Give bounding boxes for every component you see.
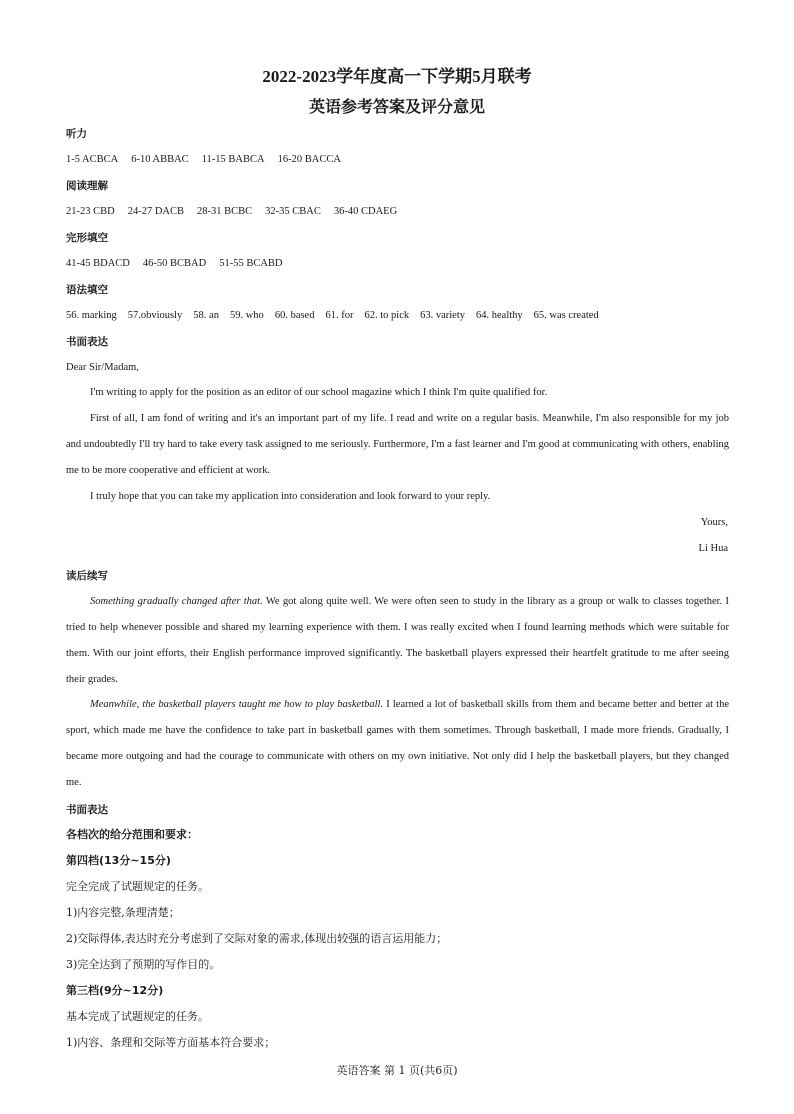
continuation-paragraph-2: [66, 692, 729, 796]
answer-item: 60. based: [274, 310, 315, 321]
answer-item: 64. healthy: [476, 310, 523, 321]
answer-group: 6-10 ABBAC: [131, 154, 189, 165]
section-heading-grammar: 语法填空: [66, 284, 108, 296]
page-subtitle: 英语参考答案及评分意见: [308, 97, 485, 116]
section-heading-writing: 书面表达: [66, 336, 108, 348]
answer-row-listening: [66, 153, 354, 167]
continuation-paragraph-1: [66, 589, 729, 693]
letter-signature: Li Hua: [698, 543, 728, 554]
section-heading-reading: 阅读理解: [66, 180, 108, 192]
answer-item: 62. to pick: [364, 310, 410, 321]
answer-item: 58. an: [193, 310, 219, 321]
letter-closing: Yours,: [700, 517, 728, 528]
answer-group: 1-5 ACBCA: [66, 154, 119, 165]
answer-group: 32-35 CBAC: [265, 206, 321, 217]
answer-item: 59. who: [229, 310, 264, 321]
letter-paragraph-1: I'm writing to apply for the position as an editor of our school magazine which I think I'm quite qualified for.: [90, 387, 548, 398]
answer-item: 65. was created: [533, 310, 599, 321]
answer-row-grammar: [66, 309, 610, 323]
answer-group: 11-15 BABCA: [201, 154, 265, 165]
answer-group: 16-20 BACCA: [277, 154, 341, 165]
answer-item: 63. variety: [420, 310, 466, 321]
answer-group: 28-31 BCBC: [197, 206, 253, 217]
answer-group: 51-55 BCABD: [219, 258, 283, 269]
answer-item: 57.obviously: [127, 310, 183, 321]
scoring-intro: 各档次的给分范围和要求：: [66, 828, 198, 841]
tier4-item: 3)完全达到了预期的写作目的。: [66, 958, 221, 971]
letter-salutation: Dear Sir/Madam,: [66, 362, 139, 373]
page-footer: 英语答案 第 1 页(共6页): [336, 1064, 458, 1077]
section-heading-cloze: 完形填空: [66, 232, 108, 244]
paragraph-body: We got along quite well. We were often seen to study in the library as a group or walk to classes together. I tried to help whenever possible and shared my learning experience with them. I was really excited when I found learning methods which were suitable for them. With our joint efforts, their English performance improved significantly. The basketball players expressed their heartfelt gratitude to me after seeing their grades.: [66, 596, 729, 685]
answer-group: 24-27 DACB: [127, 206, 185, 217]
tier3-description: 基本完成了试题规定的任务。: [66, 1010, 209, 1023]
answer-row-cloze: [66, 257, 296, 271]
section-heading-continuation: 读后续写: [66, 570, 108, 582]
answer-group: 21-23 CBD: [66, 206, 115, 217]
tier4-item: 2)交际得体,表达时充分考虑到了交际对象的需求,体现出较强的语言运用能力；: [66, 932, 448, 945]
answer-group: 36-40 CDAEG: [333, 206, 398, 217]
paragraph-lead-sentence: Meanwhile, the basketball players taught me how to play basketball.: [90, 699, 384, 710]
tier3-item: 1)内容、条理和交际等方面基本符合要求；: [66, 1036, 276, 1049]
letter-paragraph-3: I truly hope that you can take my application into consideration and look forward to your reply.: [90, 491, 491, 502]
tier3-title: 第三档(9分~12分): [66, 984, 164, 997]
answer-group: 41-45 BDACD: [66, 258, 130, 269]
answer-row-reading: [66, 205, 410, 219]
section-heading-listening: 听力: [66, 128, 87, 140]
letter-paragraph-2: First of all, I am fond of writing and it's an important part of my life. I read and write on a regular basis. Meanwhile, I'm also responsible for my job and undoubtedly I'll try hard to take every task assigned to me seriously. Furthermore, I'm a fast learner and I'm good at communicating with others, enabling me to be more cooperative and efficient at work.: [66, 413, 729, 476]
answer-group: 46-50 BCBAD: [142, 258, 207, 269]
section-heading-scoring: 书面表达: [66, 804, 108, 816]
paragraph-body: I learned a lot of basketball skills from them and became better and better at the sport, which made me have the confidence to take part in basketball games with them sometimes. Through basketball, I made more friends. Gradually, I became more outgoing and had the courage to communicate with others on my own initiative. Not only did I help the basketball players, but they changed me.: [66, 699, 729, 788]
paragraph-lead-sentence: Something gradually changed after that.: [90, 596, 263, 607]
tier4-description: 完全完成了试题规定的任务。: [66, 880, 209, 893]
tier4-item: 1)内容完整,条理清楚；: [66, 906, 180, 919]
page-title: 2022-2023学年度高一下学期5月联考: [262, 67, 532, 86]
answer-item: 61. for: [325, 310, 354, 321]
answer-item: 56. marking: [66, 310, 117, 321]
tier4-title: 第四档(13分~15分): [66, 854, 171, 867]
